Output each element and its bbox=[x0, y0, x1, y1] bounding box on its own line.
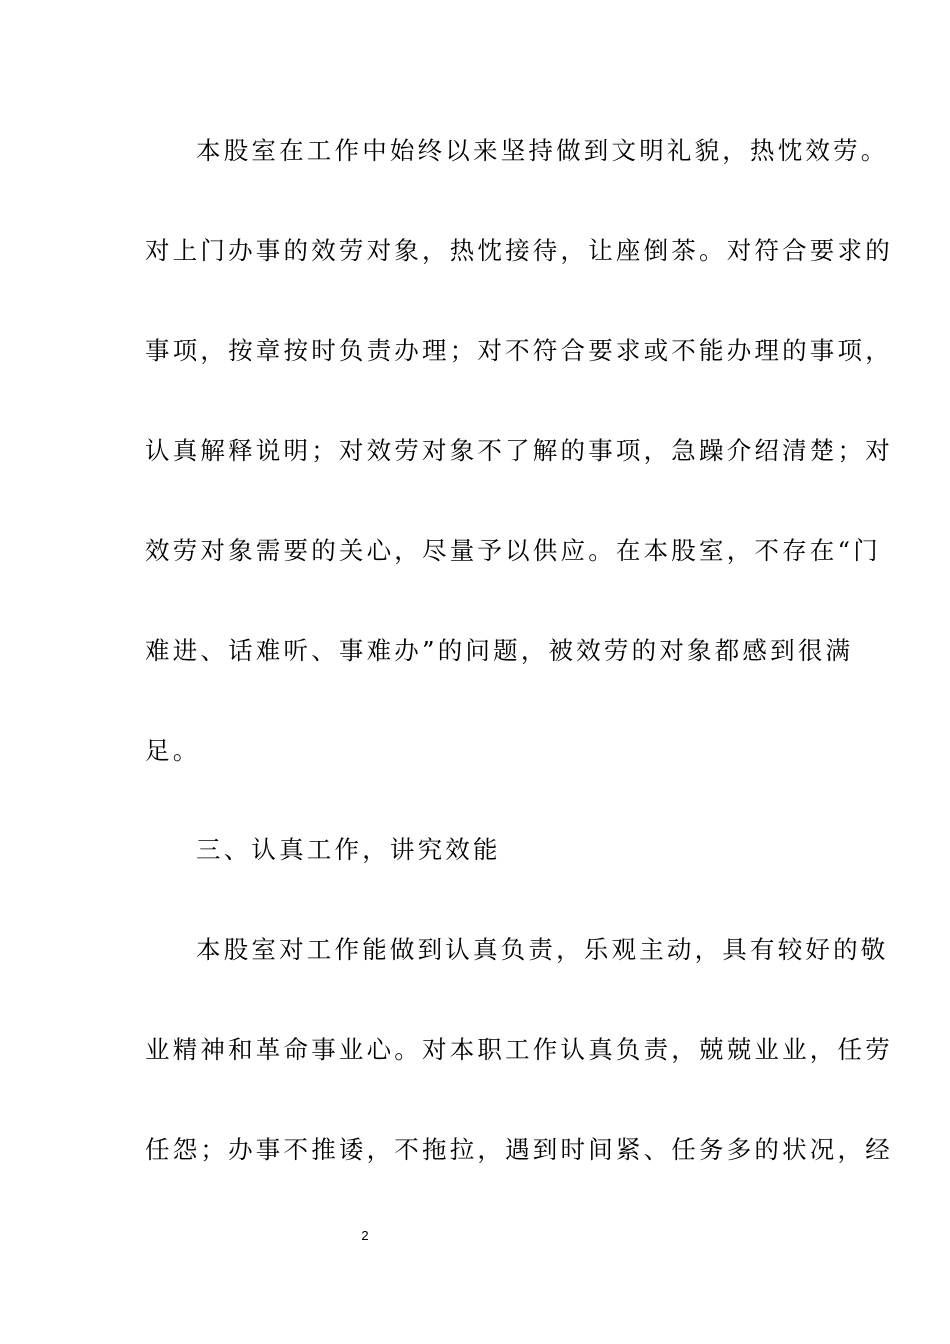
page-number: 2 bbox=[361, 1228, 369, 1243]
paragraph-line: 事项，按章按时负责办理；对不符合要求或不能办理的事项， bbox=[145, 336, 893, 365]
paragraph-line: 业精神和革命事业心。对本职工作认真负责，兢兢业业，任劳 bbox=[145, 1035, 893, 1064]
section-heading: 三、认真工作，讲究效能 bbox=[196, 835, 501, 864]
paragraph-line: 对上门办事的效劳对象，热忱接待，让座倒茶。对符合要求的 bbox=[145, 236, 893, 265]
paragraph-line: 认真解释说明；对效劳对象不了解的事项，急躁介绍清楚；对 bbox=[145, 436, 893, 465]
paragraph-line: 难进、话难听、事难办”的问题，被效劳的对象都感到很满 bbox=[145, 636, 854, 665]
paragraph-line: 效劳对象需要的关心，尽量予以供应。在本股室，不存在“门 bbox=[145, 536, 881, 565]
paragraph-line: 本股室对工作能做到认真负责，乐观主动，具有较好的敬 bbox=[196, 935, 889, 964]
paragraph-line: 任怨；办事不推诿，不拖拉，遇到时间紧、任务多的状况，经 bbox=[145, 1135, 893, 1164]
paragraph-line: 足。 bbox=[145, 736, 201, 765]
paragraph-line: 本股室在工作中始终以来坚持做到文明礼貌，热忱效劳。 bbox=[196, 136, 889, 165]
